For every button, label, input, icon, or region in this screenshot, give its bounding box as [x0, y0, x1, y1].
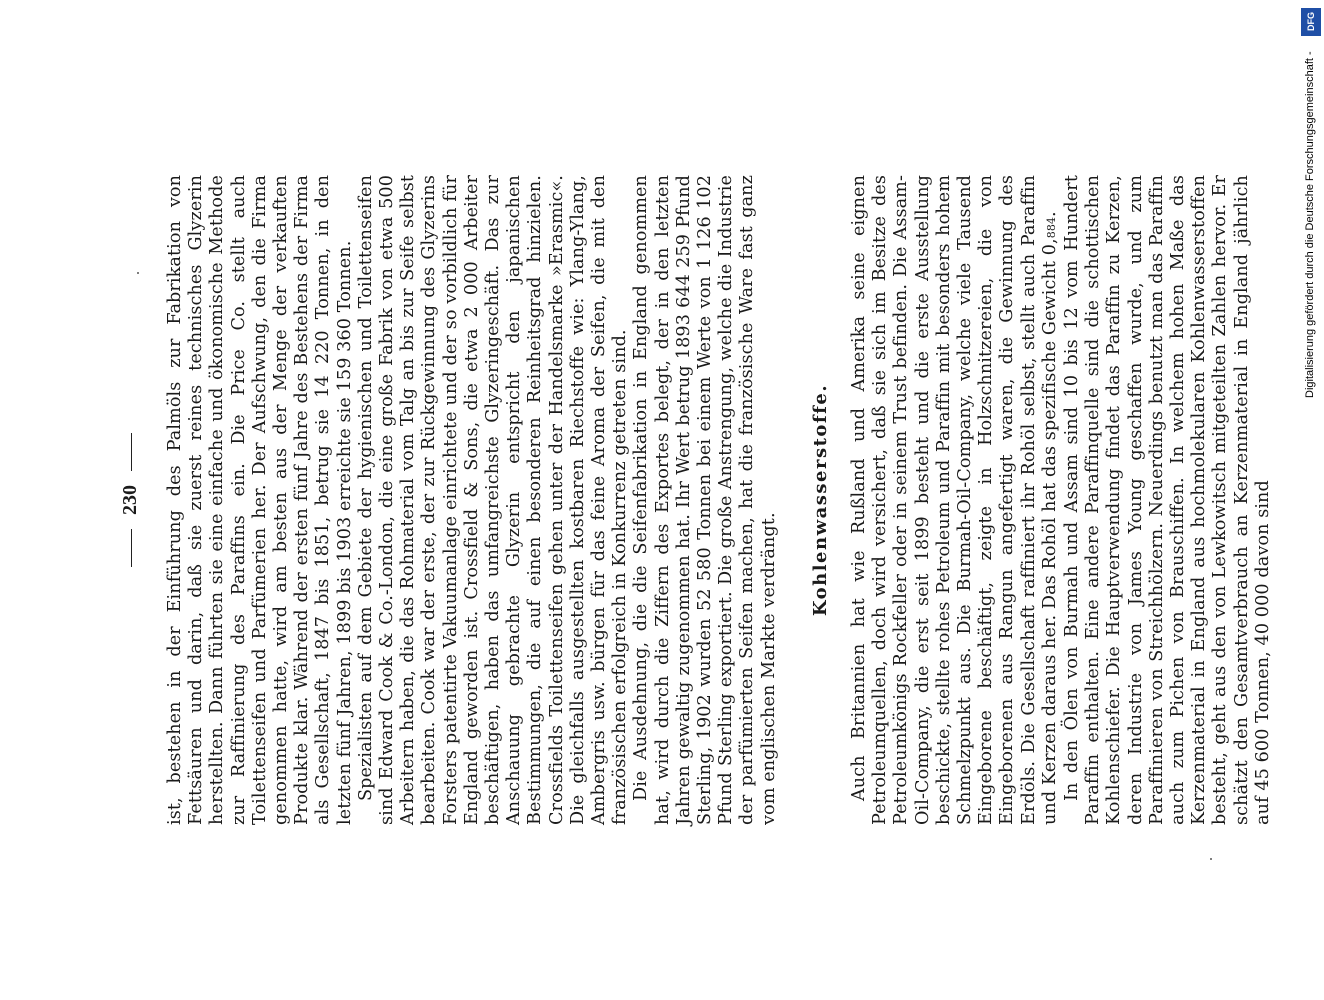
rotated-book-page: [110, 170, 1273, 830]
paragraph-cook-crossfield: Spezialisten auf dem Gebiete der hygienischen und Toilettenseifen sind Edward Cook & Co.-London, die eine große Fabrik von etwa 500 Arbeitern haben, die das Rohmaterial vom Talg an bis zur Seife selbst bearbeiten. Cook war der erste, der zur Rückgewinnung des Glyzerins Forsters patentirte Vakuumanlage einrichtete und der so vorbildlich für England geworden ist. Crossfield & Sons, die etwa 2 000 Arbeiter beschäftigen, haben das umfangreichste Glyzeringeschäft. Das zur Anschauung gebrachte Glyzerin entspricht den japanischen Bestimmungen, die auf einen besonderen Reinheitsgrad hinzielen. Crossfields Toilettenseifen gehen unter der Handelsmarke »Erasmic«. Die gleichfalls ausgestellten kostbaren Riechstoffe wie: Ylang-Ylang, Ambergris usw. bürgen für das feine Aroma der Seifen, die mit den französischen erfolgreich in Konkurrenz getreten sind.: [355, 175, 631, 825]
scan-speck: [1210, 858, 1212, 860]
text-column: [165, 175, 1274, 825]
paragraph-export: Die Ausdehnung, die die Seifenfabrikation in England genommen hat, wird durch die Ziffern des Exportes belegt, der in den letzten Jahren gewaltig zugenommen hat. Ihr Wert betrug 1893 644 259 Pfund Sterling, 1902 wurden 52 580 Tonnen bei einem Werte von 1 126 102 Pfund Sterling exportiert. Die große Anstrengung, welche die Industrie der parfümierten Seifen machen, hat die französische Ware fast ganz vom englischen Markte verdrängt.: [631, 175, 779, 825]
gravity-subscript: 884: [1044, 216, 1058, 239]
paragraph-petroleum: [849, 175, 1062, 825]
paragraph-paraffin: In den Ölen von Burmah und Assam sind 10 bis 12 vom Hundert Paraffin enthalten. Eine andere Paraffinquelle sind die schottischen Kohlenschiefer. Die Hauptverwendung findet das Paraffin zu Kerzen, deren Industrie von James Young geschaffen wurde, und zum Paraffinieren von Streichhölzern. Neuerdings benutzt man das Paraffin auch zum Pichen von Brauschiffen. In welchem hohen Maße das Kerzenmaterial in England aus hochmolekularen Kohlenwasserstoffen besteht, geht aus den von Lewkowitsch mitgeteilten Zahlen hervor. Er schätzt den Gesamtverbrauch an Kerzenmaterial in England jährlich auf 45 600 Tonnen, 40 000 davon sind: [1061, 175, 1273, 825]
dfg-logo-icon: DFG: [1301, 8, 1321, 36]
section-title: Kohlenwasserstoffe.: [809, 383, 831, 617]
page-header: [110, 170, 150, 830]
credit-strip: [1300, 8, 1320, 398]
scan-speck: [137, 272, 139, 274]
credit-text: Digitalisierung gefördert durch die Deutsche Forschungsgemeinschaft -: [1304, 51, 1316, 398]
header-dash-right: [131, 433, 132, 471]
paragraph-petroleum-text: Auch Britannien hat wie Rußland und Amerika seine eignen Petroleumquellen, doch wird versichert, daß sie sich im Besitze des Petroleumkönigs Rockfeller oder in seinem Trust befinden. Die Assam-Oil-Company, die erst seit 1899 besteht und die erste Ausstellung beschickte, stellte rohes Petroleum und Paraffin mit besonders hohem Schmelzpunkt aus. Die Burmah-Oil-Company, welche viele Tausend Eingeborene beschäftigt, zeigte in Holzschnitzereien, die von Eingeborenen aus Rangun angefertigt waren, die Gewinnung des Erdöls. Die Gesellschaft raffiniert ihr Rohöl selbst, stellt auch Paraffin und Kerzen daraus her. Das Rohöl hat das spezifische Gewicht 0,: [848, 175, 1060, 825]
paragraph-price-co: ist, bestehen in der Einführung des Palmöls zur Fabrikation von Fettsäuren und darin, daß sie zuerst reines technisches Glyzerin herstellten. Dann führten sie eine einfache und ökonomische Methode zur Raffinierung des Paraffins ein. Die Price Co. stellt auch Toilettenseifen und Parfümerien her. Der Aufschwung, den die Firma genommen hatte, wird am besten aus der Menge der verkauften Produkte klar. Während der ersten fünf Jahre des Bestehens der Firma als Gesellschaft, 1847 bis 1851, betrug sie 14 220 Tonnen, in den letzten fünf Jahren, 1899 bis 1903 erreichte sie 159 360 Tonnen.: [165, 175, 355, 825]
page-number: 230: [119, 485, 141, 515]
gravity-tail: .: [1039, 211, 1060, 217]
header-dash-left: [131, 529, 132, 567]
